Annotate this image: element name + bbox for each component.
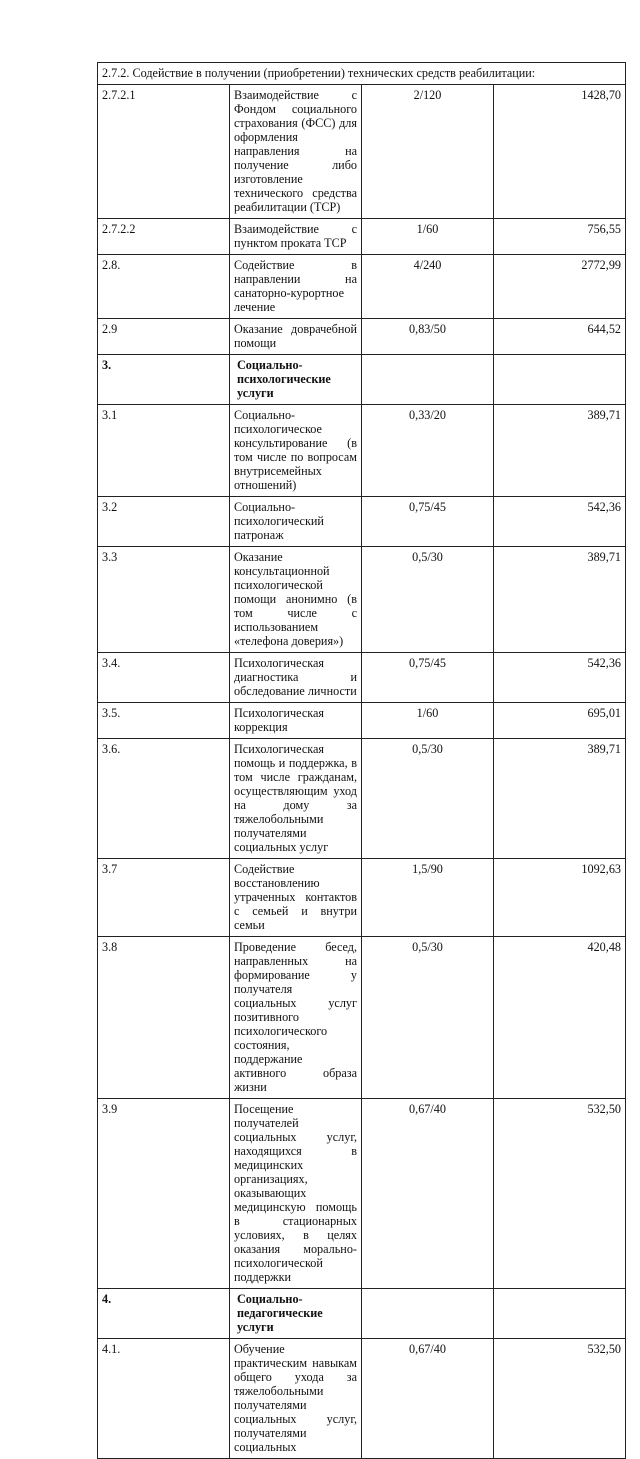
row-code: 2.7.2.1 <box>98 85 230 219</box>
table-row <box>98 85 626 219</box>
row-code: 3.1 <box>98 405 230 497</box>
row-name: Содействие в направлении на санаторно-курортное лечение <box>230 255 362 319</box>
row-price: 1092,63 <box>494 859 626 937</box>
table-row <box>98 703 626 739</box>
row-price: 532,50 <box>494 1099 626 1289</box>
row-norm: 0,75/45 <box>362 497 494 547</box>
row-norm: 0,5/30 <box>362 937 494 1099</box>
row-name: Психологическая диагностика и обследование личности <box>230 653 362 703</box>
row-code: 3.8 <box>98 937 230 1099</box>
table-row <box>98 405 626 497</box>
row-name: Взаимодействие с Фондом социального страхования (ФСС) для оформления направления на получение либо изготовление технического средства реабилитации (ТСР) <box>230 85 362 219</box>
row-price: 389,71 <box>494 739 626 859</box>
table-row <box>98 497 626 547</box>
table-row <box>98 937 626 1099</box>
row-code: 3.2 <box>98 497 230 547</box>
row-code: 4. <box>98 1289 230 1339</box>
row-name: Оказание консультационной психологической помощи анонимно (в том числе с использованием «телефона доверия») <box>230 547 362 653</box>
row-norm: 0,33/20 <box>362 405 494 497</box>
row-name: Оказание доврачебной помощи <box>230 319 362 355</box>
table-row <box>98 319 626 355</box>
row-norm: 2/120 <box>362 85 494 219</box>
row-norm: 1/60 <box>362 219 494 255</box>
row-price: 2772,99 <box>494 255 626 319</box>
row-code: 3.3 <box>98 547 230 653</box>
section-header-row <box>98 355 626 405</box>
subsection-header-row <box>98 63 626 85</box>
row-name: Психологическая помощь и поддержка, в том числе гражданам, осуществляющим уход на дому за тяжелобольными получателями социальных услуг <box>230 739 362 859</box>
table-row <box>98 1099 626 1289</box>
row-name: Социально-психологический патронаж <box>230 497 362 547</box>
row-price: 1428,70 <box>494 85 626 219</box>
row-price: 532,50 <box>494 1339 626 1459</box>
row-name: Посещение получателей социальных услуг, находящихся в медицинских организациях, оказывающих медицинскую помощь в стационарных условиях, в целях оказания морально-психологической поддержки <box>230 1099 362 1289</box>
row-code: 3.7 <box>98 859 230 937</box>
row-code: 3.5. <box>98 703 230 739</box>
row-price <box>494 355 626 405</box>
row-price: 542,36 <box>494 497 626 547</box>
row-code: 3.4. <box>98 653 230 703</box>
row-code: 2.7.2.2 <box>98 219 230 255</box>
row-norm: 1,5/90 <box>362 859 494 937</box>
row-name: Социально-психологическое консультирование (в том числе по вопросам внутрисемейных отношений) <box>230 405 362 497</box>
table-row <box>98 1339 626 1459</box>
row-norm <box>362 1289 494 1339</box>
row-price: 389,71 <box>494 405 626 497</box>
row-name: Проведение бесед, направленных на формирование у получателя социальных услуг позитивного психологического состояния, поддержание активного образа жизни <box>230 937 362 1099</box>
row-name: Обучение практическим навыкам общего ухода за тяжелобольными получателями социальных услуг, получателями социальных <box>230 1339 362 1459</box>
row-price <box>494 1289 626 1339</box>
row-norm: 0,75/45 <box>362 653 494 703</box>
table-row <box>98 255 626 319</box>
row-price: 695,01 <box>494 703 626 739</box>
row-norm: 0,67/40 <box>362 1339 494 1459</box>
row-code: 3.6. <box>98 739 230 859</box>
table-row <box>98 859 626 937</box>
section-header-row <box>98 1289 626 1339</box>
row-norm: 1/60 <box>362 703 494 739</box>
row-norm: 0,5/30 <box>362 547 494 653</box>
row-price: 389,71 <box>494 547 626 653</box>
row-name: Содействие восстановлению утраченных контактов с семьей и внутри семьи <box>230 859 362 937</box>
table-row <box>98 653 626 703</box>
row-code: 2.8. <box>98 255 230 319</box>
subsection-header: 2.7.2. Содействие в получении (приобретении) технических средств реабилитации: <box>98 63 626 85</box>
row-price: 756,55 <box>494 219 626 255</box>
row-name: Психологическая коррекция <box>230 703 362 739</box>
row-name: Социально-педагогические услуги <box>230 1289 362 1339</box>
row-norm: 0,67/40 <box>362 1099 494 1289</box>
row-norm: 0,5/30 <box>362 739 494 859</box>
row-code: 3.9 <box>98 1099 230 1289</box>
row-price: 542,36 <box>494 653 626 703</box>
row-price: 420,48 <box>494 937 626 1099</box>
row-norm <box>362 355 494 405</box>
row-code: 4.1. <box>98 1339 230 1459</box>
row-name: Социально-психологические услуги <box>230 355 362 405</box>
services-table-body <box>98 63 626 1459</box>
row-price: 644,52 <box>494 319 626 355</box>
row-norm: 0,83/50 <box>362 319 494 355</box>
row-norm: 4/240 <box>362 255 494 319</box>
services-table <box>97 62 626 1459</box>
row-code: 2.9 <box>98 319 230 355</box>
row-name: Взаимодействие с пунктом проката ТСР <box>230 219 362 255</box>
row-code: 3. <box>98 355 230 405</box>
table-row <box>98 219 626 255</box>
table-row <box>98 739 626 859</box>
table-row <box>98 547 626 653</box>
